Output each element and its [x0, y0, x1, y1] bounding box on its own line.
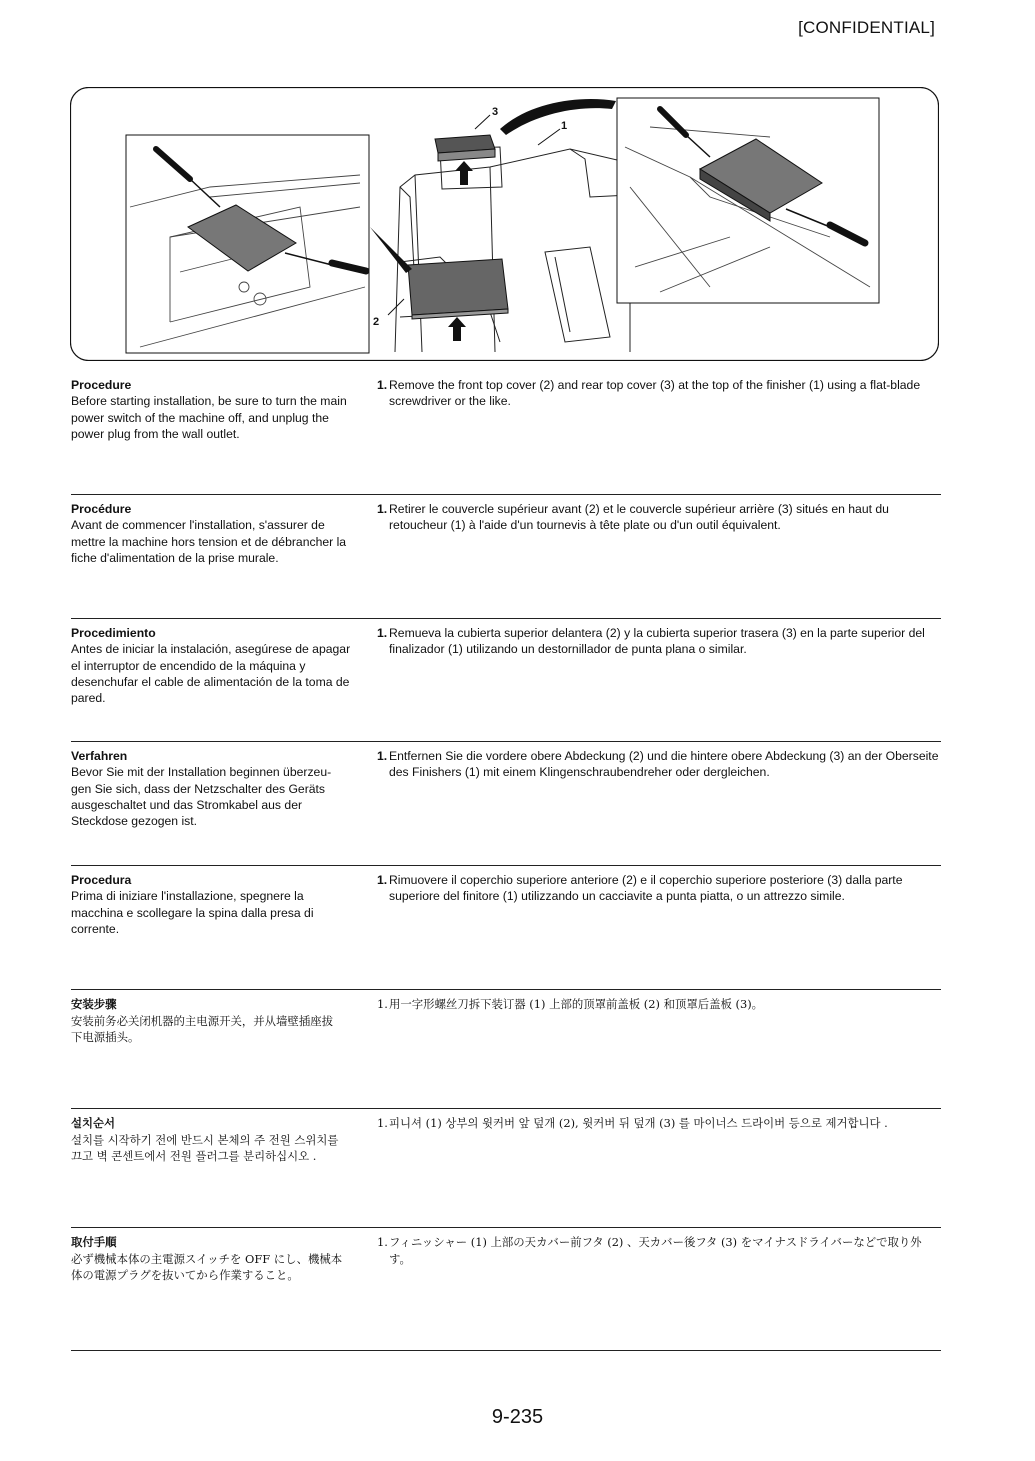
- right-inset: [617, 98, 879, 303]
- section-divider: [71, 1227, 941, 1228]
- procedure-note: 安装前务必关闭机器的主电源开关，并从墙壁插座拔下电源插头。: [71, 1013, 333, 1045]
- section-divider: [71, 865, 941, 866]
- finisher-diagram: [70, 87, 939, 361]
- procedure-heading: 取付手順: [71, 1235, 117, 1249]
- procedure-note: Prima di iniziare l'installazione, spegnere la macchina e scollegare la spina dalla presa di corrente.: [71, 889, 314, 936]
- step-number: 1.: [377, 1235, 388, 1249]
- procedure-note: Before starting installation, be sure to turn the main power switch of the machine off, and unplug the power plug from the wall outlet.: [71, 394, 347, 441]
- procedure-note: 必ず機械本体の主電源スイッチを OFF にし、機械本体の電源プラグを抜いてから作業すること。: [71, 1251, 343, 1283]
- procedure-heading: Procedimiento: [71, 626, 156, 640]
- step-number: 1.: [377, 626, 388, 640]
- procedure-heading: Verfahren: [71, 749, 128, 763]
- section-spanish: [71, 618, 941, 742]
- step-number: 1.: [377, 502, 388, 516]
- step-text: Remueva la cubierta superior delantera (2) y la cubierta superior trasera (3) en la parte superior del finalizador (1) utilizando un destornillador de punta plana o similar.: [389, 626, 925, 657]
- procedure-note: Antes de iniciar la instalación, asegúrese de apagar el interruptor de encendido de la máquina y desenchufar el cable de alimentación de la toma de pared.: [71, 642, 351, 706]
- step-text: Remove the front top cover (2) and rear top cover (3) at the top of the finisher (1) using a flat-blade screwdriver or the like.: [389, 378, 921, 409]
- step-text: 피니셔 (1) 상부의 윗커버 앞 덮개 (2), 윗커버 뒤 덮개 (3) 를 마이너스 드라이버 등으로 제거합니다 .: [389, 1116, 888, 1130]
- procedure-heading: Procedura: [71, 873, 132, 887]
- section-italian: [71, 865, 941, 989]
- procedure-note: Avant de commencer l'installation, s'assurer de mettre la machine hors tension et de débrancher la fiche d'alimentation de la prise murale.: [71, 518, 347, 565]
- callout-1: 1: [561, 120, 568, 132]
- step-text: フィニッシャー (1) 上部の天カバー前フタ (2) 、天カバー後フタ (3) をマイナスドライバーなどで取り外す。: [389, 1235, 922, 1266]
- procedure-note: Bevor Sie mit der Installation beginnen überzeu-gen Sie sich, dass der Netzschalter des Geräts ausgeschaltet und das Stromkabel aus der Steckdose gezogen ist.: [71, 765, 332, 829]
- callout-3: 3: [492, 106, 499, 118]
- step-text: Retirer le couvercle supérieur avant (2) et le couvercle supérieur arrière (3) situés en haut du retoucheur (1) à l'aide d'un tournevis à tête plate ou d'un outil équivalent.: [389, 502, 889, 533]
- section-divider-bottom: [71, 1350, 941, 1351]
- rear-top-cover: [435, 135, 495, 161]
- step-text: Entfernen Sie die vordere obere Abdeckung (2) und die hintere obere Abdeckung (3) an der Oberseite des Finishers (1) mit einem Klingenschraubendreher oder dergleichen.: [389, 749, 939, 780]
- section-divider: [71, 1108, 941, 1109]
- section-divider: [71, 618, 941, 619]
- step-number: 1.: [377, 378, 388, 392]
- step-number: 1.: [377, 1116, 388, 1130]
- procedure-heading: Procédure: [71, 502, 132, 516]
- step-text: 用一字形螺丝刀拆下装订器 (1) 上部的顶罩前盖板 (2) 和顶罩后盖板 (3)。: [389, 997, 764, 1011]
- section-divider: [71, 494, 941, 495]
- step-number: 1.: [377, 997, 388, 1011]
- procedure-heading: 설치순서: [71, 1116, 116, 1130]
- front-top-cover: [408, 259, 508, 319]
- left-inset: [126, 135, 369, 353]
- section-japanese: [71, 1227, 941, 1351]
- step-number: 1.: [377, 749, 388, 763]
- procedure-heading: 安装步骤: [71, 997, 117, 1011]
- procedure-heading: Procedure: [71, 378, 132, 392]
- section-korean: [71, 1108, 941, 1228]
- section-divider: [71, 989, 941, 990]
- installation-illustration: [70, 87, 939, 361]
- section-german: [71, 741, 941, 865]
- section-english: [71, 377, 941, 495]
- step-text: Rimuovere il coperchio superiore anteriore (2) e il coperchio superiore posteriore (3) dalla parte superiore del finitore (1) utilizzando un cacciavite a punta piatta, o un attrezzo simile.: [389, 873, 903, 904]
- procedure-note: 설치를 시작하기 전에 반드시 본체의 주 전원 스위치를 끄고 벽 콘센트에서 전원 플러그를 분리하십시오 .: [71, 1132, 339, 1164]
- section-divider: [71, 741, 941, 742]
- step-number: 1.: [377, 873, 388, 887]
- section-french: [71, 494, 941, 618]
- confidential-label: [CONFIDENTIAL]: [798, 18, 935, 37]
- callout-2: 2: [373, 316, 380, 328]
- page-number: 9-235: [491, 1406, 544, 1428]
- section-chinese: [71, 989, 941, 1109]
